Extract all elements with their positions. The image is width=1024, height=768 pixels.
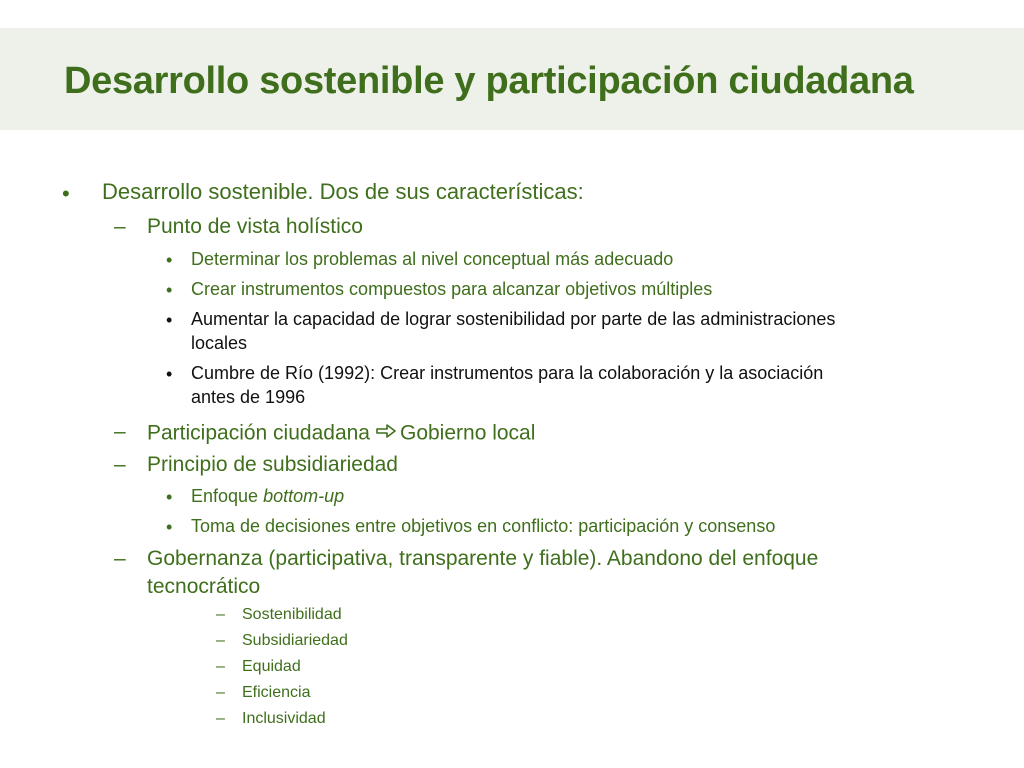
- list-item: Crear instrumentos compuestos para alcanzar objetivos múltiples: [191, 279, 713, 299]
- list-item: Determinar los problemas al nivel conceptual más adecuado: [191, 249, 674, 269]
- dash-icon: –: [114, 215, 126, 238]
- list-item-continuation: locales: [191, 333, 248, 353]
- list-item: Subsidiariedad: [242, 632, 348, 649]
- dash-icon: –: [216, 684, 225, 701]
- list-item: Sostenibilidad: [242, 606, 342, 623]
- subbullet-holistic: Punto de vista holístico: [147, 215, 363, 238]
- list-item: Eficiencia: [242, 684, 311, 701]
- list-item: [191, 486, 344, 507]
- participation-right: Gobierno local: [399, 421, 536, 445]
- right-arrow-icon: [376, 420, 396, 444]
- bullet-icon: •: [166, 280, 173, 300]
- list-item: Inclusividad: [242, 710, 326, 727]
- list-item: Aumentar la capacidad de lograr sostenibilidad por parte de las administraciones: [191, 309, 836, 329]
- dash-icon: –: [216, 710, 225, 727]
- item-italic: bottom-up: [263, 486, 345, 506]
- list-item: Toma de decisiones entre objetivos en conflicto: participación y consenso: [191, 516, 776, 536]
- subbullet-governance: Gobernanza (participativa, transparente y fiable). Abandono del enfoque: [147, 547, 819, 570]
- subbullet-governance-continuation: tecnocrático: [147, 575, 261, 598]
- participation-left: Participación ciudadana: [147, 421, 370, 445]
- list-item-continuation: antes de 1996: [191, 387, 306, 407]
- dash-icon: –: [216, 658, 225, 675]
- list-item: Equidad: [242, 658, 301, 675]
- subbullet-participation: [147, 420, 535, 448]
- bullet-icon: •: [166, 364, 173, 384]
- dash-icon: –: [114, 547, 126, 570]
- bullet-icon: •: [166, 250, 173, 270]
- subbullet-subsidiarity: Principio de subsidiariedad: [147, 453, 398, 476]
- bullet-icon: •: [166, 310, 173, 330]
- dash-icon: –: [216, 606, 225, 623]
- dash-icon: –: [114, 420, 126, 443]
- bullet-icon: •: [166, 487, 173, 507]
- list-item: Cumbre de Río (1992): Crear instrumentos para la colaboración y la asociación: [191, 363, 824, 383]
- bullet-icon: •: [166, 517, 173, 537]
- slide-title: Desarrollo sostenible y participación ciudadana: [64, 60, 914, 102]
- dash-icon: –: [216, 632, 225, 649]
- dash-icon: –: [114, 453, 126, 476]
- bullet-main: Desarrollo sostenible. Dos de sus características:: [102, 179, 584, 204]
- item-prefix: Enfoque: [191, 486, 259, 506]
- bullet-icon: •: [62, 181, 70, 206]
